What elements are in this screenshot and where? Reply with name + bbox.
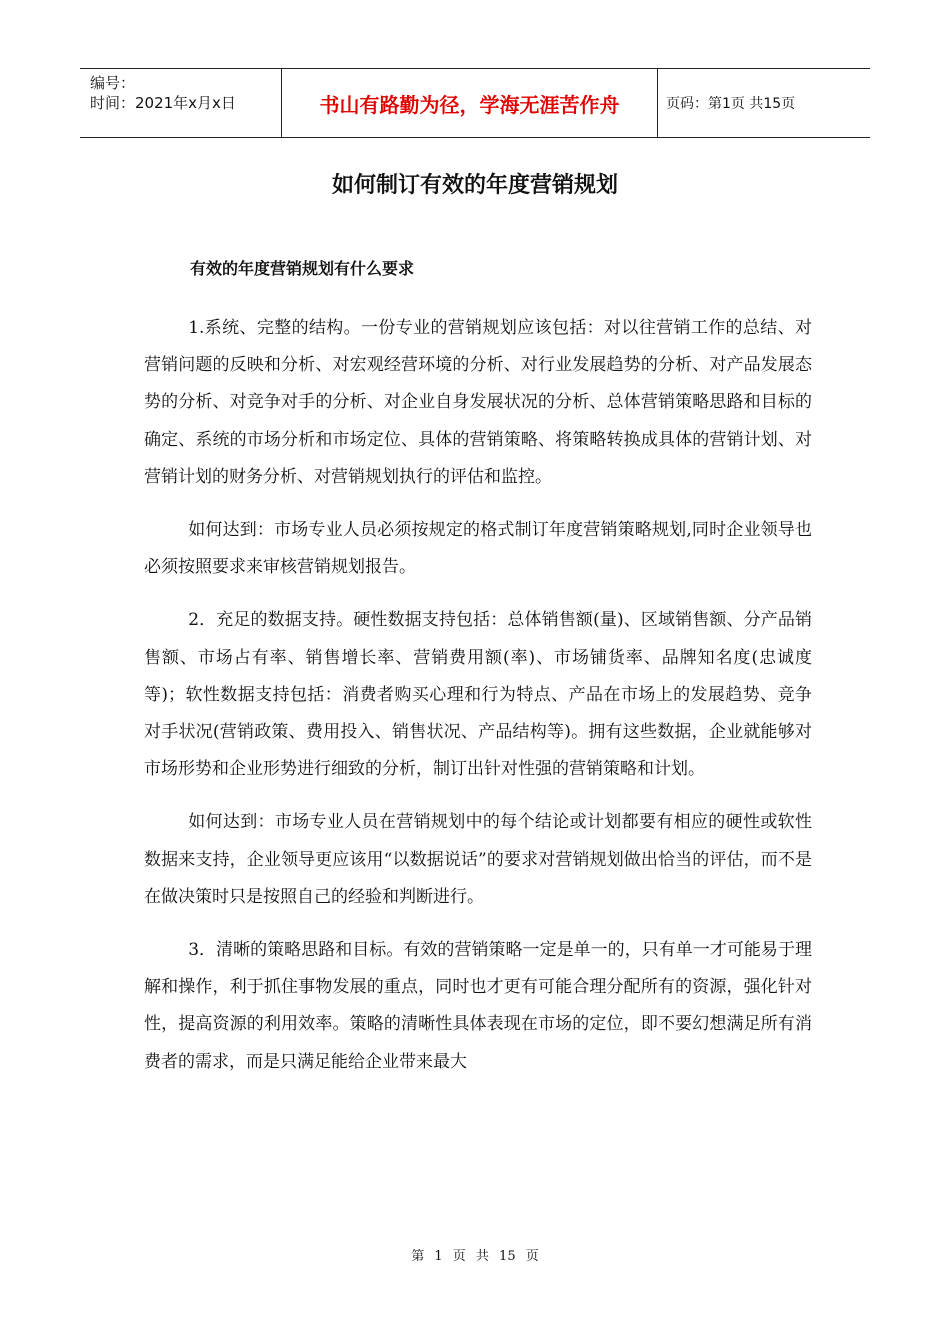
section-heading: 有效的年度营销规划有什么要求	[190, 259, 415, 278]
paragraph: 1.系统、完整的结构。一份专业的营销规划应该包括：对以往营销工作的总结、对营销问题的反映和分析、对宏观经营环境的分析、对行业发展趋势的分析、对产品发展态势的分析、对竞争对手的分析、对企业自身发展状况的分析、总体营销策略思路和目标的确定、系统的市场分析和市场定位、具体的营销策略、将策略转换成具体的营销计划、对营销计划的财务分析、对营销规划执行的评估和监控。	[144, 318, 812, 487]
header-page-info: 页码：第1页 共15页	[666, 96, 796, 112]
paragraph: 3．清晰的策略思路和目标。有效的营销策略一定是单一的，只有单一才可能易于理解和操作，利于抓住事物发展的重点，同时也才更有可能合理分配所有的资源，强化针对性，提高资源的利用效率。策略的清晰性具体表现在市场的定位，即不要幻想满足所有消费者的需求，而是只满足能给企业带来最大	[144, 940, 812, 1072]
page-footer: 第 1 页 共 15 页	[411, 1249, 539, 1264]
time-label: 时间：2021年x月x日	[90, 94, 236, 112]
header-motto: 书山有路勤为径，学海无涯苦作舟	[281, 69, 658, 137]
paragraph: 2．充足的数据支持。硬性数据支持包括：总体销售额(量)、区域销售额、分产品销售额、市场占有率、销售增长率、营销费用额(率)、市场铺货率、品牌知名度(忠诚度等)；软性数据支持包括：消费者购买心理和行为特点、产品在市场上的发展趋势、竞争对手状况(营销政策、费用投入、销售状况、产品结构等)。拥有这些数据，企业就能够对市场形势和企业形势进行细致的分析，制订出针对性强的营销策略和计划。	[144, 610, 812, 780]
paragraph: 如何达到：市场专业人员在营销规划中的每个结论或计划都要有相应的硬性或软性数据来支持，企业领导更应该用“以数据说话”的要求对营销规划做出恰当的评估，而不是在做决策时只是按照自己的经验和判断进行。	[144, 812, 812, 907]
document-header	[80, 68, 870, 138]
number-label: 编号：	[90, 74, 136, 92]
paragraph: 如何达到：市场专业人员必须按规定的格式制订年度营销策略规划,同时企业领导也必须按照要求来审核营销规划报告。	[144, 520, 812, 578]
document-body	[144, 310, 812, 1097]
header-meta	[80, 69, 281, 137]
document-title: 如何制订有效的年度营销规划	[331, 173, 618, 198]
